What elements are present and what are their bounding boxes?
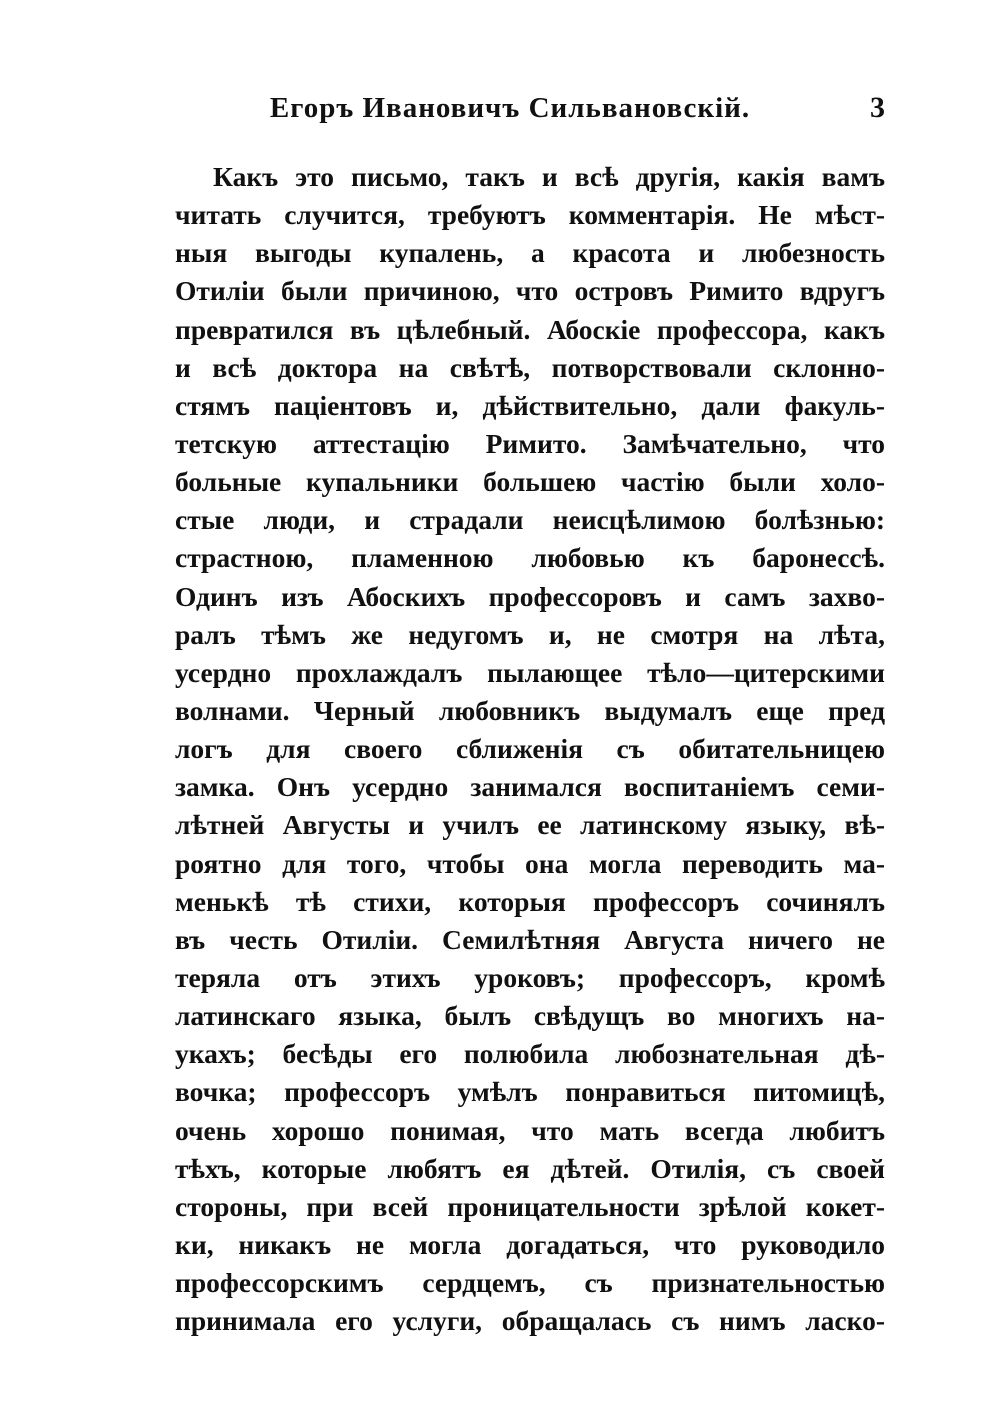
running-head: [175, 86, 885, 130]
text-line: логъ для своего сближенія съ обитательницею: [175, 733, 885, 765]
text-line: и всѣ доктора на свѣтѣ, потворствовали склонно-: [175, 351, 885, 383]
text-line: лѣтней Августы и училъ ее латинскому языку, вѣ-: [175, 809, 885, 841]
text-line: ныя выгоды купалень, а красота и любезность: [175, 237, 885, 269]
text-line: Отиліи были причиною, что островъ Римито вдругъ: [175, 275, 885, 307]
text-line: стые люди, и страдали неисцѣлимою болѣзнью:: [175, 504, 885, 536]
text-line: ки, никакъ не могла догадаться, что руководило: [175, 1228, 885, 1260]
text-line: ралъ тѣмъ же недугомъ и, не смотря на лѣта,: [175, 618, 885, 650]
text-line: профессорскимъ сердцемъ, съ признательностью: [175, 1267, 885, 1299]
text-line: Какъ это письмо, такъ и всѣ другія, какія вамъ: [213, 161, 885, 192]
body-text: [175, 158, 885, 1340]
text-line: превратился въ цѣлебный. Абоскіе профессора, какъ: [175, 313, 885, 345]
text-line: замка. Онъ усердно занимался воспитаніемъ семи-: [175, 771, 885, 803]
text-line: тетскую аттестацію Римито. Замѣчательно, что: [175, 427, 885, 459]
text-line: волнами. Черный любовникъ выдумалъ еще пред: [175, 694, 885, 726]
text-line: Одинъ изъ Абоскихъ профессоровъ и самъ захво-: [175, 580, 885, 612]
text-line: больные купальники большею частію были холо-: [175, 466, 885, 498]
text-line: стямъ паціентовъ и, дѣйствительно, дали факуль-: [175, 389, 885, 421]
text-line: усердно прохлаждалъ пылающее тѣло—цитерскими: [175, 656, 885, 688]
text-line: въ честь Отиліи. Семилѣтняя Августа ничего не: [175, 923, 885, 955]
text-line: латинскаго языка, былъ свѣдущъ во многихъ на-: [175, 1000, 885, 1032]
text-line: тѣхъ, которые любятъ ея дѣтей. Отилія, съ своей: [175, 1152, 885, 1184]
text-line: читать случится, требуютъ комментарія. Не мѣст-: [175, 199, 885, 231]
text-line: очень хорошо понимая, что мать всегда любитъ: [175, 1114, 885, 1146]
text-line: вочка; профессоръ умѣлъ понравиться питомицѣ,: [175, 1076, 885, 1108]
text-line: роятно для того, чтобы она могла переводить ма-: [175, 847, 885, 879]
running-title: Егоръ Ивановичъ Сильвановскій.: [269, 92, 751, 124]
text-line: страстною, пламенною любовью къ баронессѣ.: [175, 542, 885, 574]
text-line: стороны, при всей проницательности зрѣлой кокет-: [175, 1190, 885, 1222]
page-number: 3: [870, 91, 885, 124]
text-line: теряла отъ этихъ уроковъ; профессоръ, кромѣ: [175, 961, 885, 993]
text-line: принимала его услуги, обращалась съ нимъ ласко-: [175, 1305, 885, 1337]
text-line: укахъ; бесѣды его полюбила любознательная дѣ-: [175, 1038, 885, 1070]
text-line: менькѣ тѣ стихи, которыя профессоръ сочинялъ: [175, 885, 885, 917]
